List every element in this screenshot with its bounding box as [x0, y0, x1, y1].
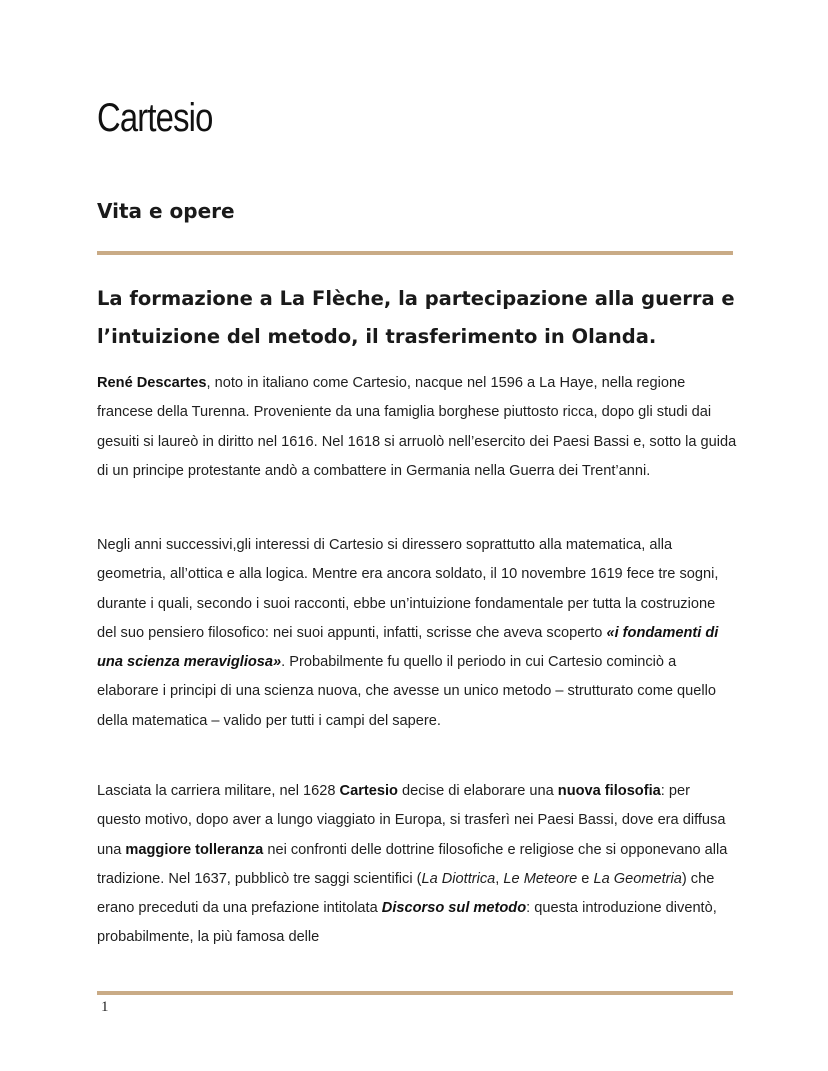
italic-diottrica: La Diottrica	[421, 870, 496, 887]
bottom-divider	[97, 991, 733, 995]
page-subtitle: Vita e opere	[97, 199, 235, 223]
italic-meteore: Le Meteore	[503, 870, 578, 887]
paragraph-1-text: , noto in italiano come Cartesio, nacque nel 1596 a La Haye, nella regione francese della Turenna. Proveniente da una famiglia borghese piuttosto ricca, dopo gli studi dai gesuiti si laureò in diritto nel 1616. Nel 1618 si arruolò nell’esercito dei Paesi Bassi e, sotto la guida di un principe protestante andò a combattere in Germania nella Guerra dei Trent’anni.	[97, 375, 737, 479]
paragraph-2-text-b: . Probabilmente fu quello il periodo in cui Cartesio cominciò a elaborare i principi di una scienza nuova, che avesse un unico metodo – strutturato come quello della matematica – valido per tutti i campi del sapere.	[97, 654, 716, 729]
paragraph-3-text-d: nei confronti delle dottrine filosofiche e religiose che si opponevano alla tradizione. Nel 1637, pubblicò tre saggi scientifici (	[97, 841, 728, 887]
bold-name: René Descartes	[97, 375, 207, 391]
top-divider	[97, 251, 733, 255]
paragraph-1	[97, 369, 737, 486]
quote-scienza: «i fondamenti di una scienza meravigliosa»	[97, 624, 719, 671]
paragraph-3-text-a: Lasciata la carriera militare, nel 1628	[97, 783, 340, 799]
italic-geometria: La Geometria	[593, 870, 682, 887]
page-number: 1	[101, 999, 109, 1015]
paragraph-2	[97, 531, 737, 736]
paragraph-3-text-g: ) che erano preceduti da una prefazione intitolata	[97, 870, 715, 917]
paragraph-3-text-h: : questa introduzione diventò, probabilmente, la più famosa delle	[97, 900, 717, 946]
paragraph-2-text-a: Negli anni successivi,gli interessi di Cartesio si diressero soprattutto alla matematica, alla geometria, all’ottica e alla logica. Mentre era ancora soldato, il 10 novembre 1619 fece tre sogni, durante i quali, secondo i suoi racconti, ebbe un’intuizione fondamentale per tutta la costruzione del suo pensiero filosofico: nei suoi appunti, infatti, scrisse che aveva scoperto	[97, 537, 719, 641]
bold-italic-discorso: Discorso sul metodo	[381, 900, 527, 917]
paragraph-3-text-c: : per questo motivo, dopo aver a lungo viaggiato in Europa, si trasferì nei Paesi Bassi, dove era diffusa una	[97, 783, 726, 858]
paragraph-3-text-b: decise di elaborare una	[397, 783, 558, 799]
page-title: Cartesio	[97, 96, 213, 140]
bold-tolleranza: maggiore tolleranza	[125, 841, 264, 858]
section-title: La formazione a La Flèche, la partecipazione alla guerra e l’intuizione del metodo, il trasferimento in Olanda.	[97, 287, 735, 348]
paragraph-3-text-f: e	[577, 870, 594, 887]
paragraph-3-text-e: ,	[495, 870, 504, 887]
bold-nuova-filosofia: nuova filosofia	[557, 783, 661, 799]
paragraph-3	[97, 777, 737, 953]
bold-cartesio: Cartesio	[339, 783, 398, 799]
